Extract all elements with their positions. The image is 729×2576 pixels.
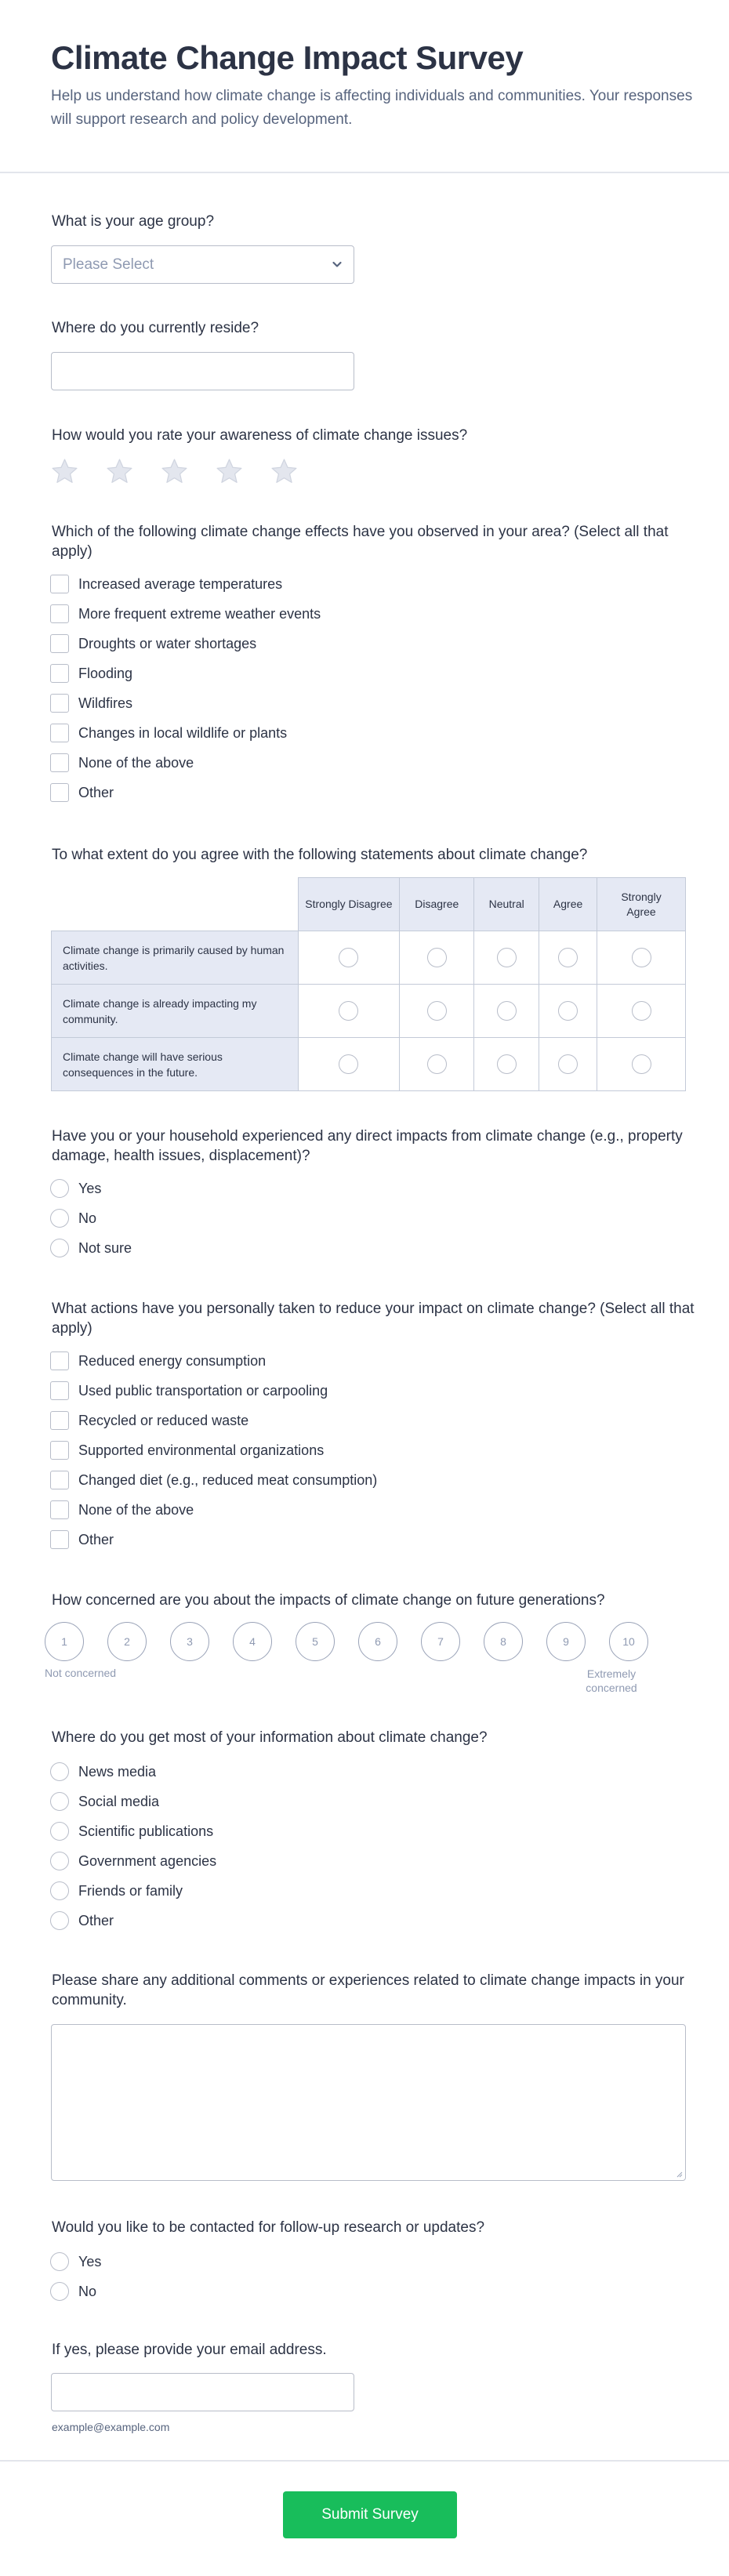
matrix-radio[interactable]	[632, 1001, 651, 1021]
scale-option[interactable]: 8	[484, 1622, 523, 1661]
star-icon[interactable]	[270, 457, 299, 486]
question-comments-label: Please share any additional comments or experiences related to climate change impacts in your community.	[52, 1972, 684, 2008]
matrix-column-header: Strongly Disagree	[298, 878, 400, 931]
impacts-option[interactable]: Yes	[50, 1174, 132, 1203]
star-icon[interactable]	[160, 457, 189, 486]
radio[interactable]	[50, 1852, 69, 1870]
checkbox[interactable]	[50, 1441, 69, 1460]
resize-grip-icon[interactable]	[676, 2171, 683, 2178]
info-option[interactable]: Other	[50, 1906, 216, 1936]
checkbox[interactable]	[50, 634, 69, 653]
matrix-radio[interactable]	[558, 948, 578, 967]
matrix-row-label: Climate change is primarily caused by human activities.	[52, 931, 299, 985]
matrix-radio[interactable]	[427, 1001, 447, 1021]
checkbox[interactable]	[50, 604, 69, 623]
effects-option[interactable]: Other	[50, 778, 321, 807]
scale-low-label: Not concerned	[45, 1667, 117, 1679]
matrix-row-label: Climate change is already impacting my community.	[52, 985, 299, 1038]
checkbox[interactable]	[50, 724, 69, 742]
scale-option[interactable]: 6	[358, 1622, 397, 1661]
scale-option[interactable]: 1	[45, 1622, 84, 1661]
info-option[interactable]: Government agencies	[50, 1846, 216, 1876]
question-contact-label: Would you like to be contacted for follow-up research or updates?	[52, 2219, 485, 2236]
effects-option[interactable]: More frequent extreme weather events	[50, 599, 321, 629]
matrix-column-header: Disagree	[400, 878, 474, 931]
email-input[interactable]	[51, 2373, 354, 2411]
scale-option[interactable]: 9	[546, 1622, 586, 1661]
checkbox[interactable]	[50, 1471, 69, 1489]
checkbox[interactable]	[50, 1411, 69, 1430]
scale-option[interactable]: 2	[107, 1622, 147, 1661]
scale-option[interactable]: 10	[609, 1622, 648, 1661]
matrix-radio[interactable]	[558, 1054, 578, 1074]
checkbox[interactable]	[50, 753, 69, 772]
matrix-radio[interactable]	[632, 1054, 651, 1074]
radio[interactable]	[50, 1762, 69, 1781]
radio[interactable]	[50, 1822, 69, 1841]
impacts-radio-group	[50, 1174, 132, 1263]
matrix-radio[interactable]	[497, 1054, 517, 1074]
actions-option[interactable]: Other	[50, 1525, 377, 1555]
impacts-option[interactable]: No	[50, 1203, 132, 1233]
info-option[interactable]: News media	[50, 1757, 216, 1787]
checkbox[interactable]	[50, 694, 69, 713]
star-icon[interactable]	[105, 457, 134, 486]
matrix-row-label: Climate change will have serious consequences in the future.	[52, 1038, 299, 1091]
comments-textarea[interactable]	[51, 2024, 686, 2181]
radio[interactable]	[50, 1792, 69, 1811]
matrix-radio[interactable]	[632, 948, 651, 967]
effects-checkbox-list	[50, 569, 321, 807]
effects-option[interactable]: Flooding	[50, 659, 321, 688]
actions-option[interactable]: Recycled or reduced waste	[50, 1406, 377, 1435]
effects-option[interactable]: Droughts or water shortages	[50, 629, 321, 659]
radio[interactable]	[50, 1179, 69, 1198]
impacts-option[interactable]: Not sure	[50, 1233, 132, 1263]
checkbox[interactable]	[50, 1381, 69, 1400]
checkbox[interactable]	[50, 1351, 69, 1370]
question-impacts-label: Have you or your household experienced any direct impacts from climate change (e.g., property damage, health issues, displacement)?	[52, 1128, 683, 1164]
info-option[interactable]: Scientific publications	[50, 1816, 216, 1846]
scale-option[interactable]: 5	[296, 1622, 335, 1661]
question-effects-label: Which of the following climate change effects have you observed in your area? (Select all that apply)	[52, 524, 669, 560]
effects-option[interactable]: Increased average temperatures	[50, 569, 321, 599]
effects-option[interactable]: Wildfires	[50, 688, 321, 718]
question-actions-label: What actions have you personally taken to reduce your impact on climate change? (Select all that apply)	[52, 1301, 695, 1337]
matrix-corner	[52, 878, 299, 931]
matrix-column-header: Strongly Agree	[597, 878, 686, 931]
checkbox[interactable]	[50, 575, 69, 593]
radio[interactable]	[50, 1209, 69, 1228]
contact-radio-group	[50, 2247, 101, 2306]
scale-option[interactable]: 3	[170, 1622, 209, 1661]
info-radio-group	[50, 1757, 216, 1936]
effects-option[interactable]: Changes in local wildlife or plants	[50, 718, 321, 748]
contact-option[interactable]: No	[50, 2277, 101, 2306]
agreement-matrix	[51, 877, 686, 1091]
checkbox[interactable]	[50, 1530, 69, 1549]
question-email-label: If yes, please provide your email address.	[52, 2342, 327, 2358]
matrix-radio[interactable]	[339, 1054, 358, 1074]
contact-option[interactable]: Yes	[50, 2247, 101, 2277]
checkbox[interactable]	[50, 783, 69, 802]
awareness-star-rating	[50, 457, 299, 486]
info-option[interactable]: Social media	[50, 1787, 216, 1816]
star-icon[interactable]	[215, 457, 244, 486]
email-hint: example@example.com	[52, 2421, 170, 2433]
age-group-select[interactable]	[51, 245, 354, 284]
chevron-down-icon	[332, 259, 343, 270]
form-header	[0, 0, 729, 173]
scale-option[interactable]: 7	[421, 1622, 460, 1661]
actions-option[interactable]: Changed diet (e.g., reduced meat consumption)	[50, 1465, 377, 1495]
question-age-label: What is your age group?	[52, 213, 215, 230]
matrix-radio[interactable]	[427, 948, 447, 967]
matrix-row	[52, 985, 686, 1038]
age-group-placeholder: Please Select	[63, 256, 154, 273]
form-title: Climate Change Impact Survey	[51, 39, 524, 76]
radio[interactable]	[50, 2282, 69, 2301]
matrix-column-header: Agree	[539, 878, 597, 931]
matrix-radio[interactable]	[339, 948, 358, 967]
question-concern-label: How concerned are you about the impacts of climate change on future generations?	[52, 1592, 605, 1609]
question-awareness-label: How would you rate your awareness of climate change issues?	[52, 427, 468, 444]
actions-option[interactable]: Reduced energy consumption	[50, 1346, 377, 1376]
matrix-radio[interactable]	[339, 1001, 358, 1021]
matrix-radio[interactable]	[558, 1001, 578, 1021]
concern-scale	[45, 1622, 648, 1661]
matrix-radio[interactable]	[427, 1054, 447, 1074]
residence-input[interactable]	[51, 352, 354, 390]
form-subtitle: Help us understand how climate change is affecting individuals and communities. Your responses will support research and policy development.	[51, 88, 693, 128]
actions-checkbox-list	[50, 1346, 377, 1555]
star-icon[interactable]	[50, 457, 79, 486]
actions-option[interactable]: None of the above	[50, 1495, 377, 1525]
matrix-row	[52, 931, 686, 985]
effects-option[interactable]: None of the above	[50, 748, 321, 778]
radio[interactable]	[50, 2252, 69, 2271]
submit-survey-button[interactable]: Submit Survey	[283, 2491, 457, 2538]
matrix-row	[52, 1038, 686, 1091]
matrix-radio[interactable]	[497, 948, 517, 967]
question-matrix-label: To what extent do you agree with the following statements about climate change?	[52, 847, 588, 863]
radio[interactable]	[50, 1911, 69, 1930]
radio[interactable]	[50, 1239, 69, 1257]
checkbox[interactable]	[50, 1500, 69, 1519]
scale-high-label: Extremely concerned	[586, 1667, 637, 1694]
matrix-column-header: Neutral	[474, 878, 539, 931]
scale-option[interactable]: 4	[233, 1622, 272, 1661]
checkbox[interactable]	[50, 664, 69, 683]
radio[interactable]	[50, 1881, 69, 1900]
info-option[interactable]: Friends or family	[50, 1876, 216, 1906]
matrix-radio[interactable]	[497, 1001, 517, 1021]
actions-option[interactable]: Used public transportation or carpooling	[50, 1376, 377, 1406]
actions-option[interactable]: Supported environmental organizations	[50, 1435, 377, 1465]
question-info-label: Where do you get most of your information about climate change?	[52, 1729, 488, 1746]
form-footer	[0, 2460, 729, 2576]
question-residence-label: Where do you currently reside?	[52, 320, 259, 336]
